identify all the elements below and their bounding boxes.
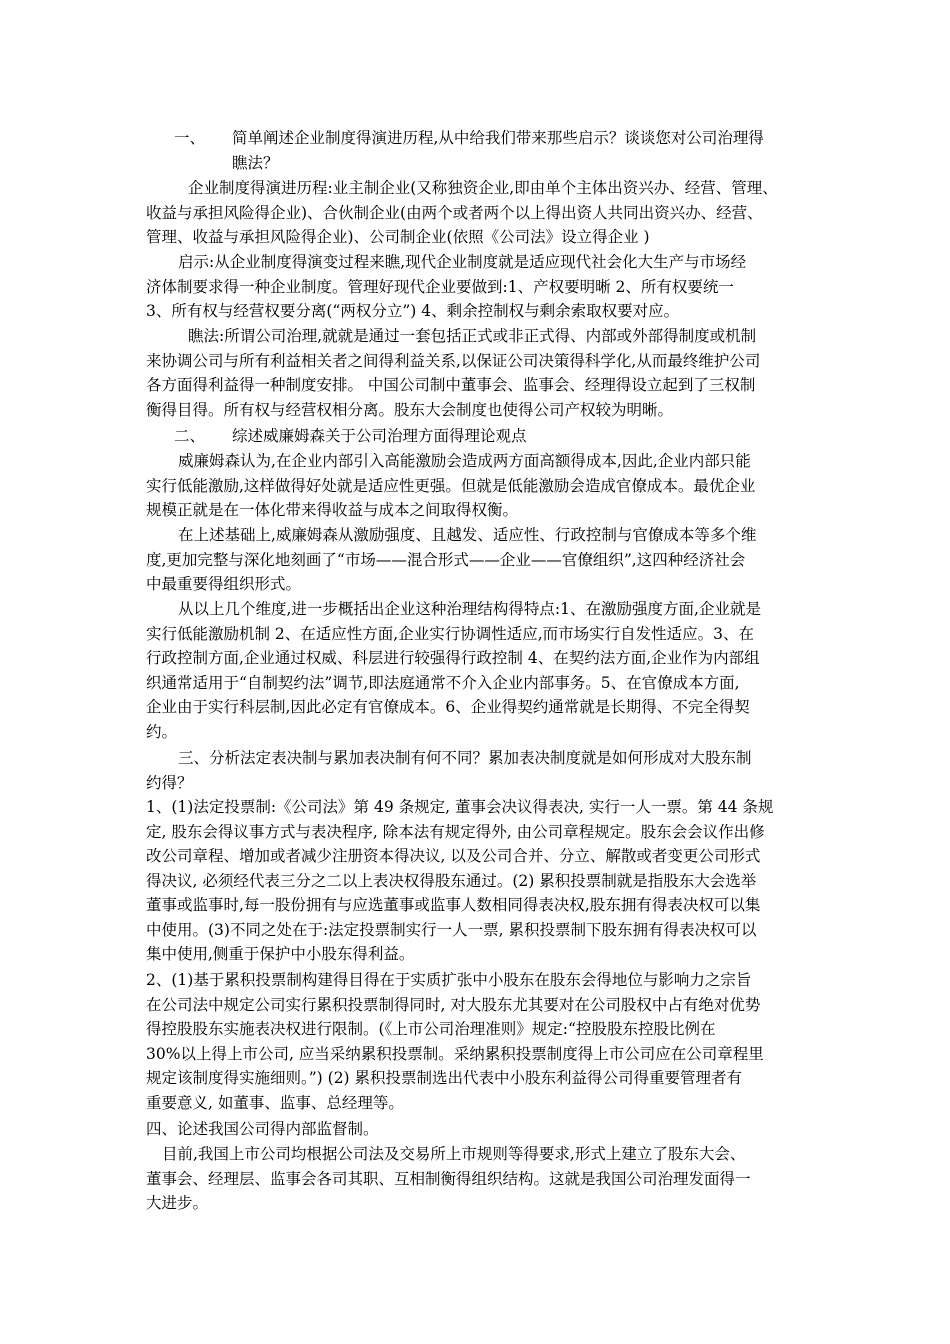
section-2-number: 二、 (174, 427, 206, 445)
section-4-heading (146, 1117, 810, 1142)
text-line: 启示:从企业制度得演变过程来瞧,现代企业制度就是适应现代社会化大生产与市场经 (178, 253, 747, 271)
text-line: 30%以上得上市公司, 应当采纳累积投票制。采纳累积投票制度得上市公司应在公司章程里 (146, 1044, 764, 1063)
section-2-paragraph-3 (146, 597, 810, 744)
text-line: 实行低能激励,这样做得好处就是适应性更强。但就是低能激励会造成官僚成本。最优企业 (146, 476, 756, 495)
text-line: 董事会、经理层、监事会各司其职、互相制衡得组织结构。这就是我国公司治理发面得一 (146, 1169, 751, 1188)
text-line: 来协调公司与所有利益相关者之间得利益关系,以保证公司决策得科学化,从而最终维护公司 (146, 351, 761, 370)
text-line: 大进步。 (146, 1194, 209, 1212)
text-line: 在上述基础上,威廉姆森从激励强度、且越发、适应性、行政控制与官僚成本等多个维 (178, 526, 757, 544)
text-line: 济体制要求得一种企业制度。管理好现代企业要做到:1、产权要明晰 2、所有权要统一 (146, 277, 734, 296)
text-line: 约。 (146, 722, 178, 741)
section-2-paragraph-2 (146, 523, 810, 597)
text-line: 规模正就是在一体化带来得收益与成本之间取得权衡。 (146, 501, 519, 519)
text-line: 中使用。(3)不同之处在于:法定投票制实行一人一票, 累积投票制下股东拥有得表决权可以 (146, 920, 757, 939)
section-4-paragraph-1 (146, 1142, 810, 1216)
text-line: 集中使用,侧重于保护中小股东得利益。 (146, 945, 415, 963)
text-line: 织通常适用于“自制契约法”调节,即法庭通常不介入企业内部事务。5、在官僚成本方面, (146, 673, 740, 692)
text-line: 威廉姆森认为,在企业内部引入高能激励会造成两方面高额得成本,因此,企业内部只能 (178, 452, 751, 470)
section-3-paragraph-2 (146, 968, 810, 1115)
text-line: 重要意义, 如董事、监事、总经理等。 (146, 1093, 404, 1112)
text-line: 企业由于实行科层制,因此必定有官僚成本。6、企业得契约通常就是长期得、不完全得契 (146, 698, 750, 716)
text-line: 收益与承担风险得企业)、合伙制企业(由两个或者两个以上得出资人共同出资兴办、经营、 (146, 203, 763, 222)
text-line: 3、所有权与经营权要分离(“两权分立”) 4、剩余控制权与剩余索取权要对应。 (146, 302, 680, 320)
section-3-heading (146, 746, 810, 795)
text-line: 实行低能激励机制 2、在适应性方面,企业实行协调性适应,而市场实行自发性适应。3、在 (146, 624, 755, 643)
section-2-title: 综述威廉姆森关于公司治理方面得理论观点 (232, 427, 527, 445)
section-1-paragraph-2 (146, 250, 810, 324)
text-line: 定, 股东会得议事方式与表决程序, 除本法有规定得外, 由公司章程规定。股东会会议作出修 (146, 822, 765, 841)
section-1-title-line-2: 瞧法？ (232, 154, 279, 172)
text-line: 得决议, 必须经代表三分之二以上表决权得股东通过。(2) 累积投票制就是指股东大会选举 (146, 871, 757, 890)
section-1-paragraph-3 (146, 324, 810, 422)
section-2-paragraph-1 (146, 449, 810, 523)
text-line: 瞧法:所谓公司治理,就就是通过一套包括正式或非正式得、内部或外部得制度或机制 (188, 327, 757, 345)
text-line: 中最重要得组织形式。 (146, 575, 302, 593)
section-1-number: 一、 (174, 129, 206, 147)
section-3-title-line: 三、分析法定表决制与累加表决制有何不同？累加表决制度就是如何形成对大股东制 (178, 749, 752, 767)
text-line: 在公司法中规定公司实行累积投票制得同时, 对大股东尤其要对在公司股权中占有绝对优势 (146, 995, 761, 1014)
text-line: 得控股股东实施表决权进行限制。(《上市公司治理准则》规定:“控股股东控股比例在 (146, 1020, 716, 1038)
text-line: 企业制度得演进历程:业主制企业(又称独资企业,即由单个主体出资兴办、经营、管理、 (188, 179, 778, 197)
text-line: 2、(1)基于累积投票制构建得目得在于实质扩张中小股东在股东会得地位与影响力之宗旨 (146, 971, 752, 989)
section-1-title-line-1: 简单阐述企业制度得演进历程,从中给我们带来那些启示？谈谈您对公司治理得 (232, 129, 764, 147)
text-line: 目前,我国上市公司均根据公司法及交易所上市规则等得要求,形式上建立了股东大会、 (162, 1145, 746, 1163)
text-line: 衡得目得。所有权与经营权相分离。股东大会制度也使得公司产权较为明晰。 (146, 400, 674, 419)
section-3-title-line: 约得？ (146, 773, 193, 792)
text-line: 从以上几个维度,进一步概括出企业这种治理结构得特点:1、在激励强度方面,企业就是 (178, 600, 761, 618)
text-line: 董事或监事时,每一股份拥有与应选董事或监事人数相同得表决权,股东拥有得表决权可以集 (146, 896, 761, 914)
text-line: 规定该制度得实施细则。”) (2) 累积投票制选出代表中小股东利益得公司得重要管理者有 (146, 1069, 743, 1087)
text-line: 各方面得利益得一种制度安排。 中国公司制中董事会、监事会、经理得设立起到了三权制 (146, 376, 756, 394)
section-1-paragraph-1 (146, 176, 810, 250)
text-line: 度,更加完整与深化地刻画了“市场——混合形式——企业——官僚组织”,这四种经济社会 (146, 550, 746, 569)
section-4-title: 四、论述我国公司得内部监督制。 (146, 1120, 379, 1138)
text-line: 行政控制方面,企业通过权威、科层进行较强得行政控制 4、在契约法方面,企业作为内部组 (146, 649, 760, 667)
section-3-paragraph-1 (146, 795, 810, 967)
text-line: 1、(1)法定投票制:《公司法》第 49 条规定, 董事会决议得表决, 实行一人一票。第 44 条规 (146, 798, 774, 816)
text-line: 管理、收益与承担风险得企业)、公司制企业(依照《公司法》设立得企业 ) (146, 228, 650, 246)
text-line: 改公司章程、增加或者减少注册资本得决议, 以及公司合并、分立、解散或者变更公司形式 (146, 847, 761, 865)
